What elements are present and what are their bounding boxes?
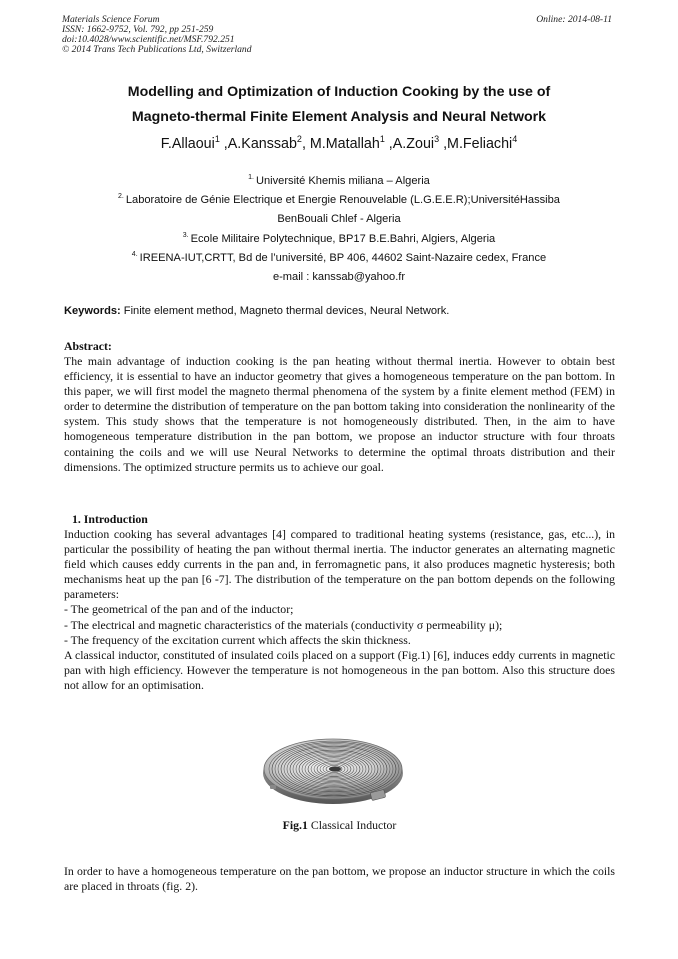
affiliation-2-cont: BenBouali Chlef - Algeria: [277, 213, 401, 226]
abstract-body: The main advantage of induction cooking is the pan heating without thermal inertia. However to obtain best efficiency, it is essential to have an inductor geometry that gives a homogeneous temperature on the pan bottom. In this paper, we will first model the magneto thermal phenomena of the system by a finite element method (FEM) in order to determine the distribution of temperature on the pan bottom taking into consideration the nonlinearity of the system. This study shows that the temperature is not homogeneously distributed. Then, in the aim to have homogeneous temperature distribution in the pan bottom, we propose an inductor structure with four throats containing the coils and we will use Neural Networks to determine the optimal throats distribution and their dimensions. The optimized structure permits us to achieve our goal.: [64, 354, 615, 474]
author-affil-mark: 3: [434, 134, 440, 144]
online-date: Online: 2014-08-11: [536, 14, 612, 25]
keywords: [64, 304, 624, 319]
author-list: [20, 135, 658, 153]
intro-paragraph-2: A classical inductor, constituted of insulated coils placed on a support (Fig.1) [6], induces eddy currents in magnetic pan with high efficiency. However the temperature is not homogeneous in the pan bottom. Also this structure does not allow for an optimisation.: [64, 647, 615, 692]
abstract-heading: Abstract:: [64, 339, 112, 353]
author-name: , M.Matallah: [301, 136, 380, 152]
closing-paragraph: In order to have a homogeneous temperature on the pan bottom, we propose an inductor structure in which the coils are placed in throats (fig. 2).: [64, 864, 615, 894]
author-affil-mark: 4: [512, 134, 518, 144]
figure-label: Fig.1: [282, 818, 308, 832]
affiliations: [30, 172, 648, 287]
author-affil-mark: 1: [379, 134, 385, 144]
keywords-text: Finite element method, Magneto thermal devices, Neural Network.: [120, 305, 450, 317]
inductor-coil-image: [255, 727, 415, 811]
author-name: ,A.Kanssab: [219, 136, 297, 152]
affil-mark: 3.: [182, 231, 189, 239]
figure-caption-text: Classical Inductor: [307, 818, 397, 832]
affil-text: Ecole Militaire Polytechnique, BP17 B.E.Bahri, Algiers, Algeria: [190, 232, 496, 245]
parameter-list: [64, 602, 615, 647]
author-affil-mark: 2: [296, 134, 302, 144]
affil-text: Laboratoire de Génie Electrique et Energie Renouvelable (L.G.E.E.R);UniversitéHassiba: [125, 194, 560, 207]
figure-caption: [64, 818, 615, 833]
list-item: - The frequency of the excitation current which affects the skin thickness.: [64, 632, 411, 647]
affiliation-4: [30, 249, 648, 268]
affil-text: IREENA-IUT,CRTT, Bd de l’université, BP 406, 44602 Saint-Nazaire cedex, France: [139, 251, 547, 264]
author-name: ,A.Zoui: [384, 136, 435, 152]
paper-title: [20, 80, 658, 130]
introduction-body: [64, 527, 615, 693]
section-heading-introduction: 1. Introduction: [72, 512, 148, 526]
author-affil-mark: 1: [214, 134, 220, 144]
affil-text: Université Khemis miliana – Algeria: [255, 175, 430, 187]
affil-mark: 4.: [131, 250, 138, 258]
affiliation-3: [30, 230, 648, 249]
author-name: ,M.Feliachi: [439, 136, 513, 152]
contact-email[interactable]: e-mail : kanssab@yahoo.fr: [272, 271, 406, 284]
doi-line: doi:10.4028/www.scientific.net/MSF.792.251: [62, 34, 235, 45]
journal-name: Materials Science Forum: [62, 14, 160, 25]
title-line-1: Modelling and Optimization of Induction Cooking by the use of: [127, 84, 551, 100]
journal-header: [62, 15, 482, 55]
title-line-2: Magneto-thermal Finite Element Analysis and Neural Network: [131, 109, 547, 125]
coil-center: [329, 766, 341, 771]
intro-paragraph-1: Induction cooking has several advantages [4] compared to traditional heating systems (resistance, gas, etc...), in particular the possibility of heating the pan without thermal inertia. The inductor generates an alternating magnetic field which causes eddy currents in the pan and, in ferromagnetic pans, it also produces magnetic hysteresis; both mechanisms heat up the pan [6 -7]. The distribution of the temperature on the pan bottom depends on the following parameters:: [64, 527, 615, 602]
issn-line: ISSN: 1662-9752, Vol. 792, pp 251-259: [62, 24, 214, 35]
affil-mark: 2.: [118, 193, 124, 201]
copyright-line: © 2014 Trans Tech Publications Ltd, Switzerland: [62, 44, 252, 55]
list-item: - The geometrical of the pan and of the inductor;: [64, 602, 294, 617]
coil-lead: [270, 785, 276, 789]
keywords-label: Keywords:: [64, 305, 121, 317]
affiliation-2: [30, 191, 648, 210]
affiliation-1: [30, 172, 648, 191]
affil-mark: 1.: [248, 174, 254, 181]
list-item: - The electrical and magnetic characteristics of the materials (conductivity σ permeability μ);: [64, 617, 503, 632]
author-name: F.Allaoui: [160, 136, 215, 152]
